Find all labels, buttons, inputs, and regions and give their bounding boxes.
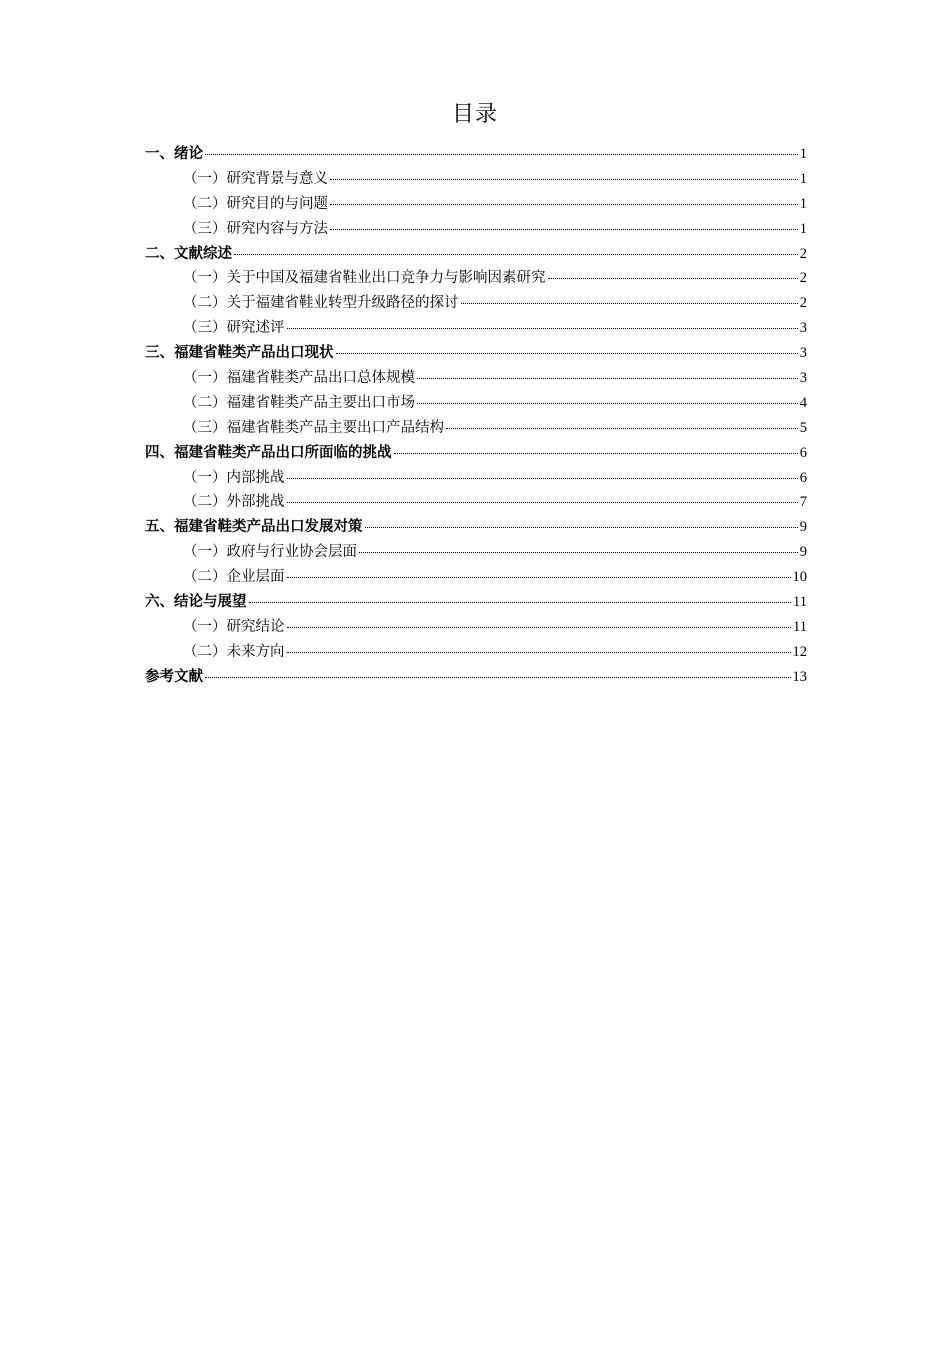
toc-dot-leader [287, 328, 798, 329]
toc-dot-leader [446, 428, 798, 429]
toc-section-entry[interactable] [145, 366, 807, 391]
toc-page-number: 2 [799, 295, 807, 312]
toc-page-number: 6 [799, 469, 807, 486]
toc-entry-title: （一）政府与行业协会层面 [183, 544, 357, 561]
toc-section-entry[interactable] [145, 565, 807, 590]
toc-chapter-entry[interactable] [145, 341, 807, 366]
toc-section-entry[interactable] [145, 391, 807, 416]
toc-page-number: 2 [799, 245, 807, 262]
toc-page-number: 13 [792, 668, 807, 685]
toc-dot-leader [417, 403, 798, 404]
toc-page-number: 3 [799, 345, 807, 362]
toc-chapter-entry[interactable] [145, 441, 807, 466]
toc-page-number: 1 [799, 146, 807, 162]
page-title: 目录 [451, 102, 498, 127]
toc-entry-title: （一）研究背景与意义 [183, 170, 328, 187]
toc-entry-title: （二）研究目的与问题 [183, 195, 328, 212]
toc-entry-title: 一、绪论 [145, 146, 203, 162]
toc-entry-title: （二）福建省鞋类产品主要出口市场 [183, 394, 415, 411]
toc-entry-title: （二）外部挑战 [183, 494, 285, 511]
toc-entry-title: （二）企业层面 [183, 569, 285, 586]
toc-page-number: 11 [793, 594, 807, 611]
toc-entry-title: （二）未来方向 [183, 643, 285, 660]
toc-page-number: 6 [799, 444, 807, 461]
toc-entry-title: （一）福建省鞋类产品出口总体规模 [183, 370, 415, 387]
toc-page-number: 9 [799, 519, 807, 536]
toc-entry-title: 六、结论与展望 [145, 594, 247, 611]
toc-dot-leader [336, 353, 798, 354]
toc-page-number: 2 [799, 270, 807, 287]
toc-entry-title: 二、文献综述 [145, 245, 232, 262]
toc-section-entry[interactable] [145, 540, 807, 565]
toc-dot-leader [417, 378, 798, 379]
toc-page-number: 3 [799, 320, 807, 337]
toc-dot-leader [461, 303, 798, 304]
toc-entry-title: （一）内部挑战 [183, 469, 285, 486]
toc-section-entry[interactable] [145, 266, 807, 291]
table-of-contents [145, 142, 807, 690]
toc-section-entry[interactable] [145, 217, 807, 242]
toc-section-entry[interactable] [145, 192, 807, 217]
toc-entry-title: （三）福建省鞋类产品主要出口产品结构 [183, 419, 444, 436]
toc-section-entry[interactable] [145, 490, 807, 515]
toc-dot-leader [330, 204, 798, 205]
toc-page-number: 1 [799, 170, 807, 187]
toc-dot-leader [548, 278, 798, 279]
toc-page-number: 1 [799, 220, 807, 237]
toc-section-entry[interactable] [145, 466, 807, 491]
toc-dot-leader [359, 552, 798, 553]
toc-section-entry[interactable] [145, 316, 807, 341]
toc-dot-leader [287, 627, 792, 628]
toc-section-entry[interactable] [145, 291, 807, 316]
toc-page-number: 5 [799, 419, 807, 436]
toc-entry-title: （三）研究内容与方法 [183, 220, 328, 237]
toc-section-entry[interactable] [145, 615, 807, 640]
toc-page-number: 4 [799, 394, 807, 411]
toc-page-number: 12 [792, 643, 807, 660]
toc-entry-title: （二）关于福建省鞋业转型升级路径的探讨 [183, 295, 459, 312]
toc-page-number: 7 [799, 494, 807, 511]
toc-entry-title: （一）关于中国及福建省鞋业出口竞争力与影响因素研究 [183, 270, 546, 287]
toc-dot-leader [394, 453, 798, 454]
toc-dot-leader [234, 254, 798, 255]
toc-chapter-entry[interactable] [145, 590, 807, 615]
toc-chapter-entry[interactable] [145, 515, 807, 540]
toc-dot-leader [365, 527, 798, 528]
toc-entry-title: 五、福建省鞋类产品出口发展对策 [145, 519, 363, 536]
toc-chapter-entry[interactable] [145, 242, 807, 267]
toc-page-number: 9 [799, 544, 807, 561]
toc-chapter-entry[interactable] [145, 142, 807, 167]
toc-dot-leader [205, 154, 798, 155]
toc-page-number: 10 [792, 569, 807, 586]
toc-page-number: 11 [793, 618, 807, 635]
toc-dot-leader [287, 577, 791, 578]
toc-entry-title: 三、福建省鞋类产品出口现状 [145, 345, 334, 362]
toc-entry-title: （三）研究述评 [183, 320, 285, 337]
toc-dot-leader [287, 652, 791, 653]
toc-dot-leader [330, 229, 798, 230]
toc-section-entry[interactable] [145, 167, 807, 192]
toc-chapter-entry[interactable] [145, 665, 807, 690]
toc-section-entry[interactable] [145, 416, 807, 441]
toc-section-entry[interactable] [145, 640, 807, 665]
toc-dot-leader [287, 478, 798, 479]
toc-dot-leader [249, 602, 792, 603]
toc-entry-title: 参考文献 [145, 668, 203, 685]
toc-entry-title: 四、福建省鞋类产品出口所面临的挑战 [145, 444, 392, 461]
toc-page-number: 1 [799, 195, 807, 212]
toc-page-number: 3 [799, 370, 807, 387]
toc-dot-leader [330, 179, 798, 180]
toc-dot-leader [205, 677, 791, 678]
toc-dot-leader [287, 502, 798, 503]
toc-entry-title: （一）研究结论 [183, 618, 285, 635]
